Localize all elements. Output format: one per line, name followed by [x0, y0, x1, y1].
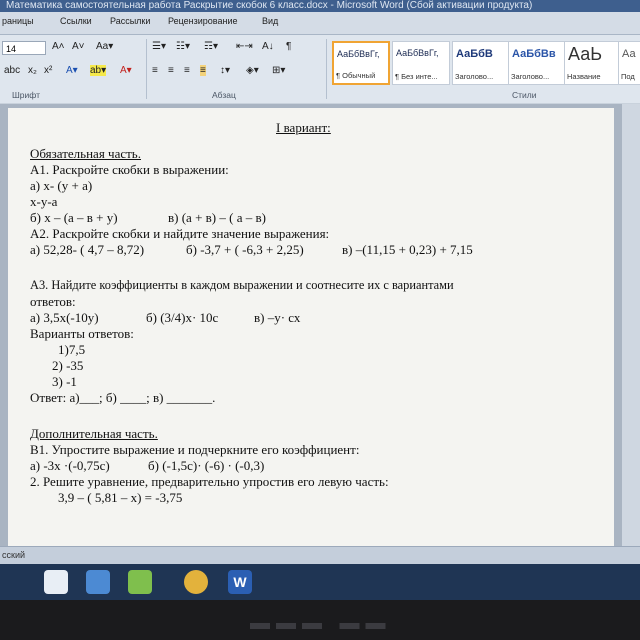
numbering-icon[interactable]: ☷▾	[176, 41, 190, 52]
answer-options-title: Варианты ответов:	[30, 326, 134, 341]
task-a2-b: б) -3,7 + ( -6,3 + 2,25)	[186, 242, 304, 257]
shading-icon[interactable]: ◈▾	[246, 65, 259, 76]
tab-references[interactable]: Ссылки	[60, 16, 92, 26]
tab-review[interactable]: Рецензирование	[168, 16, 238, 26]
tab-mailings[interactable]: Рассылки	[110, 16, 151, 26]
line-spacing-icon[interactable]: ↕▾	[220, 65, 231, 76]
tab-view[interactable]: Вид	[262, 16, 279, 26]
style-heading-2[interactable]: АаБбВв Заголово...	[508, 41, 566, 85]
font-color-icon[interactable]: A▾	[120, 65, 132, 76]
styles-group-label: Стили	[512, 90, 537, 100]
task-a1-b: б) х – (а – в + у)	[30, 210, 118, 225]
indent-icon[interactable]: ⇤⇥	[236, 41, 253, 52]
superscript-icon[interactable]: x²	[44, 65, 53, 76]
font-group-label: Шрифт	[12, 90, 40, 100]
style-normal[interactable]: АаБбВвГг, ¶ Обычный	[332, 41, 390, 85]
task-b2-equation: 3,9 – ( 5,81 – х) = -3,75	[58, 490, 183, 505]
bullets-icon[interactable]: ☰▾	[152, 41, 166, 52]
task-b2-title: 2. Решите уравнение, предварительно упростив его левую часть:	[30, 474, 389, 489]
paragraph-group-label: Абзац	[212, 90, 236, 100]
required-part-heading: Обязательная часть.	[30, 146, 141, 161]
task-a3-c: в) –у· сх	[254, 310, 301, 325]
answer-line: Ответ: а)___; б) ____; в) _______.	[30, 390, 216, 405]
task-a1-a: а) х- (у + а)	[30, 178, 93, 193]
language-indicator[interactable]: сский	[2, 550, 25, 560]
divider	[326, 39, 327, 99]
style-no-spacing[interactable]: АаБбВвГг, ¶ Без инте...	[392, 41, 450, 85]
ribbon-tabs	[0, 12, 640, 35]
task-a3-title-cont: ответов:	[30, 294, 76, 309]
highlight-icon[interactable]: ab▾	[90, 65, 107, 76]
vertical-scrollbar[interactable]	[622, 104, 640, 546]
task-a3-b: б) (3/4)х· 10с	[146, 310, 219, 325]
style-heading-1[interactable]: АаБбВ Заголово...	[452, 41, 510, 85]
window-title: Математика самостоятельная работа Раскрытие скобок 6 класс.docx - Microsoft Word (Сбой активации продукта)	[0, 0, 640, 12]
sort-icon[interactable]: A↓	[262, 41, 274, 52]
answer-option-2: 2) -35	[52, 358, 84, 373]
tab-page-layout[interactable]: раницы	[2, 16, 34, 26]
justify-icon[interactable]: ≡	[200, 65, 206, 76]
variant-heading: I вариант:	[276, 120, 331, 135]
strikethrough-icon[interactable]: abc	[4, 65, 21, 76]
align-left-icon[interactable]: ≡	[152, 65, 158, 76]
media-player-icon[interactable]	[86, 570, 110, 594]
explorer-icon[interactable]	[44, 570, 68, 594]
chrome-icon[interactable]	[184, 570, 208, 594]
additional-part-heading: Дополнительная часть.	[30, 426, 158, 441]
word-icon[interactable]: W	[228, 570, 252, 594]
task-a2-title: А2. Раскройте скобки и найдите значение выражения:	[30, 226, 330, 241]
task-a1-title: А1. Раскройте скобки в выражении:	[30, 162, 229, 177]
app-icon[interactable]	[128, 570, 152, 594]
subscript-icon[interactable]: x₂	[28, 65, 37, 76]
taskbar	[0, 564, 640, 600]
align-center-icon[interactable]: ≡	[168, 65, 174, 76]
task-a1-c: в) (а + в) – ( а – в)	[168, 210, 266, 225]
clear-format-icon[interactable]: Aa▾	[96, 41, 114, 52]
task-b1-a: а) -3х ·(-0,75с)	[30, 458, 110, 473]
style-title[interactable]: АаЬ Название	[564, 41, 622, 85]
task-b1-title: В1. Упростите выражение и подчеркните его коэффициент:	[30, 442, 360, 457]
answer-option-1: 1)7,5	[58, 342, 86, 357]
task-a1-a-answer: х-у-а	[30, 194, 58, 209]
task-a3-a: а) 3,5х(-10у)	[30, 310, 99, 325]
task-a3-title: А3. Найдите коэффициенты в каждом выражении и соотнесите их с вариантами	[30, 278, 454, 292]
style-subtitle[interactable]: Аа Под	[618, 41, 640, 85]
ribbon	[0, 35, 640, 103]
grow-font-icon[interactable]: A˄	[52, 41, 65, 52]
pilcrow-icon[interactable]: ¶	[286, 41, 292, 52]
text-effects-icon[interactable]: A▾	[66, 65, 78, 76]
monitor-brand-logo: ▬▬▬ ▬▬	[250, 612, 392, 634]
task-b1-b: б) (-1,5с)· (-6) · (-0,3)	[148, 458, 265, 473]
divider	[146, 39, 147, 99]
answer-option-3: 3) -1	[52, 374, 77, 389]
multilevel-list-icon[interactable]: ☶▾	[204, 41, 218, 52]
borders-icon[interactable]: ⊞▾	[272, 65, 286, 76]
status-bar	[0, 546, 640, 565]
task-a2-c: в) –(11,15 + 0,23) + 7,15	[342, 242, 473, 257]
font-size-select[interactable]: 14	[2, 41, 46, 55]
document-page[interactable]	[8, 108, 614, 546]
shrink-font-icon[interactable]: A˅	[72, 41, 85, 52]
align-right-icon[interactable]: ≡	[184, 65, 190, 76]
task-a2-a: а) 52,28- ( 4,7 – 8,72)	[30, 242, 145, 257]
